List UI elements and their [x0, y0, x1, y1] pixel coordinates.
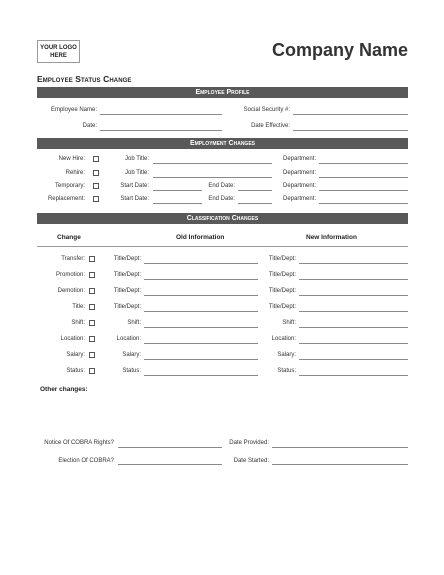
- temporary-checkbox[interactable]: [93, 183, 99, 189]
- change-type-checkbox[interactable]: [89, 304, 95, 310]
- employment-type-label: Temporary:: [54, 183, 85, 189]
- old-info-label: Title/Dept:: [113, 256, 141, 262]
- old-info-label: Title/Dept:: [113, 288, 141, 294]
- department-field[interactable]: [319, 163, 408, 164]
- job-title-field[interactable]: [153, 163, 272, 164]
- start-date-field[interactable]: [153, 190, 202, 191]
- department-label: Department:: [282, 170, 316, 176]
- department-field[interactable]: [319, 203, 408, 204]
- form-title: Employee Status Change: [37, 74, 132, 84]
- start-date-label: Start Date:: [120, 183, 149, 189]
- change-type-label: Shift:: [71, 320, 85, 326]
- date-started-field[interactable]: [272, 464, 408, 465]
- company-logo: YOUR LOGO HERE: [37, 40, 80, 63]
- change-type-checkbox[interactable]: [89, 288, 95, 294]
- section-employee-profile: Employee Profile: [37, 87, 408, 98]
- old-info-field[interactable]: [144, 311, 258, 312]
- employee-name-label: Employee Name:: [50, 107, 97, 113]
- replacement-checkbox[interactable]: [93, 196, 99, 202]
- employment-type-label: Replacement:: [47, 196, 85, 202]
- new-hire-checkbox[interactable]: [93, 156, 99, 162]
- cobra-election-label: Election Of COBRA?: [58, 458, 114, 464]
- change-type-checkbox[interactable]: [89, 352, 95, 358]
- date-effective-field[interactable]: [293, 130, 408, 131]
- change-type-label: Title:: [72, 304, 85, 310]
- old-info-label: Title/Dept:: [113, 304, 141, 310]
- change-type-label: Salary:: [66, 352, 85, 358]
- department-label: Department:: [282, 183, 316, 189]
- end-date-field[interactable]: [238, 190, 272, 191]
- old-info-field[interactable]: [144, 263, 258, 264]
- ssn-field[interactable]: [293, 114, 408, 115]
- old-info-field[interactable]: [144, 375, 258, 376]
- new-info-field[interactable]: [299, 311, 408, 312]
- column-header-divider: [37, 246, 408, 247]
- new-info-field[interactable]: [299, 375, 408, 376]
- old-info-field[interactable]: [144, 327, 258, 328]
- change-type-label: Demotion:: [57, 288, 85, 294]
- date-provided-label: Date Provided:: [229, 440, 269, 446]
- end-date-field[interactable]: [238, 203, 272, 204]
- end-date-label: End Date:: [208, 183, 235, 189]
- new-info-field[interactable]: [299, 295, 408, 296]
- old-info-field[interactable]: [144, 279, 258, 280]
- old-info-field[interactable]: [144, 295, 258, 296]
- new-info-field[interactable]: [299, 279, 408, 280]
- new-info-label: Title/Dept:: [268, 304, 296, 310]
- change-type-checkbox[interactable]: [89, 272, 95, 278]
- department-label: Department:: [282, 156, 316, 162]
- new-info-field[interactable]: [299, 327, 408, 328]
- old-info-label: Title/Dept:: [113, 272, 141, 278]
- start-date-label: Start Date:: [120, 196, 149, 202]
- other-changes-label: Other changes:: [40, 386, 88, 393]
- column-header-change: Change: [57, 234, 81, 241]
- job-title-label: Job Title:: [124, 156, 149, 162]
- employment-type-label: Rehire:: [65, 170, 85, 176]
- old-info-field[interactable]: [144, 343, 258, 344]
- rehire-checkbox[interactable]: [93, 170, 99, 176]
- column-header-new-information: New Information: [306, 234, 357, 241]
- job-title-label: Job Title:: [124, 170, 149, 176]
- column-header-old-information: Old Information: [176, 234, 225, 241]
- new-info-label: Salary:: [277, 352, 296, 358]
- old-info-label: Status:: [122, 368, 141, 374]
- old-info-label: Location:: [116, 336, 141, 342]
- new-info-label: Status:: [277, 368, 296, 374]
- start-date-field[interactable]: [153, 203, 202, 204]
- change-type-checkbox[interactable]: [89, 320, 95, 326]
- date-started-label: Date Started:: [233, 458, 269, 464]
- new-info-label: Title/Dept:: [268, 256, 296, 262]
- old-info-field[interactable]: [144, 359, 258, 360]
- job-title-field[interactable]: [153, 177, 272, 178]
- change-type-checkbox[interactable]: [89, 368, 95, 374]
- date-provided-field[interactable]: [272, 447, 408, 448]
- cobra-notice-label: Notice Of COBRA Rights?: [44, 440, 114, 446]
- new-info-label: Title/Dept:: [268, 288, 296, 294]
- date-label: Date:: [82, 123, 97, 129]
- new-info-field[interactable]: [299, 343, 408, 344]
- change-type-checkbox[interactable]: [89, 336, 95, 342]
- new-info-label: Location:: [271, 336, 296, 342]
- change-type-checkbox[interactable]: [89, 256, 95, 262]
- department-label: Department:: [282, 196, 316, 202]
- cobra-election-field[interactable]: [118, 464, 222, 465]
- date-field[interactable]: [100, 130, 222, 131]
- employee-name-field[interactable]: [100, 114, 222, 115]
- new-info-field[interactable]: [299, 263, 408, 264]
- department-field[interactable]: [319, 177, 408, 178]
- old-info-label: Shift:: [127, 320, 141, 326]
- change-type-label: Location:: [60, 336, 85, 342]
- ssn-label: Social Security #:: [243, 107, 290, 113]
- date-effective-label: Date Effective:: [251, 123, 290, 129]
- end-date-label: End Date:: [208, 196, 235, 202]
- change-type-label: Transfer:: [61, 256, 85, 262]
- new-info-label: Title/Dept:: [268, 272, 296, 278]
- change-type-label: Promotion:: [55, 272, 85, 278]
- department-field[interactable]: [319, 190, 408, 191]
- company-name: Company Name: [271, 40, 408, 60]
- section-classification-changes: Classification Changes: [37, 213, 408, 224]
- employment-type-label: New Hire:: [58, 156, 85, 162]
- section-employment-changes: Employment Changes: [37, 138, 408, 149]
- cobra-notice-field[interactable]: [118, 447, 222, 448]
- new-info-label: Shift:: [282, 320, 296, 326]
- change-type-label: Status:: [66, 368, 85, 374]
- new-info-field[interactable]: [299, 359, 408, 360]
- old-info-label: Salary:: [122, 352, 141, 358]
